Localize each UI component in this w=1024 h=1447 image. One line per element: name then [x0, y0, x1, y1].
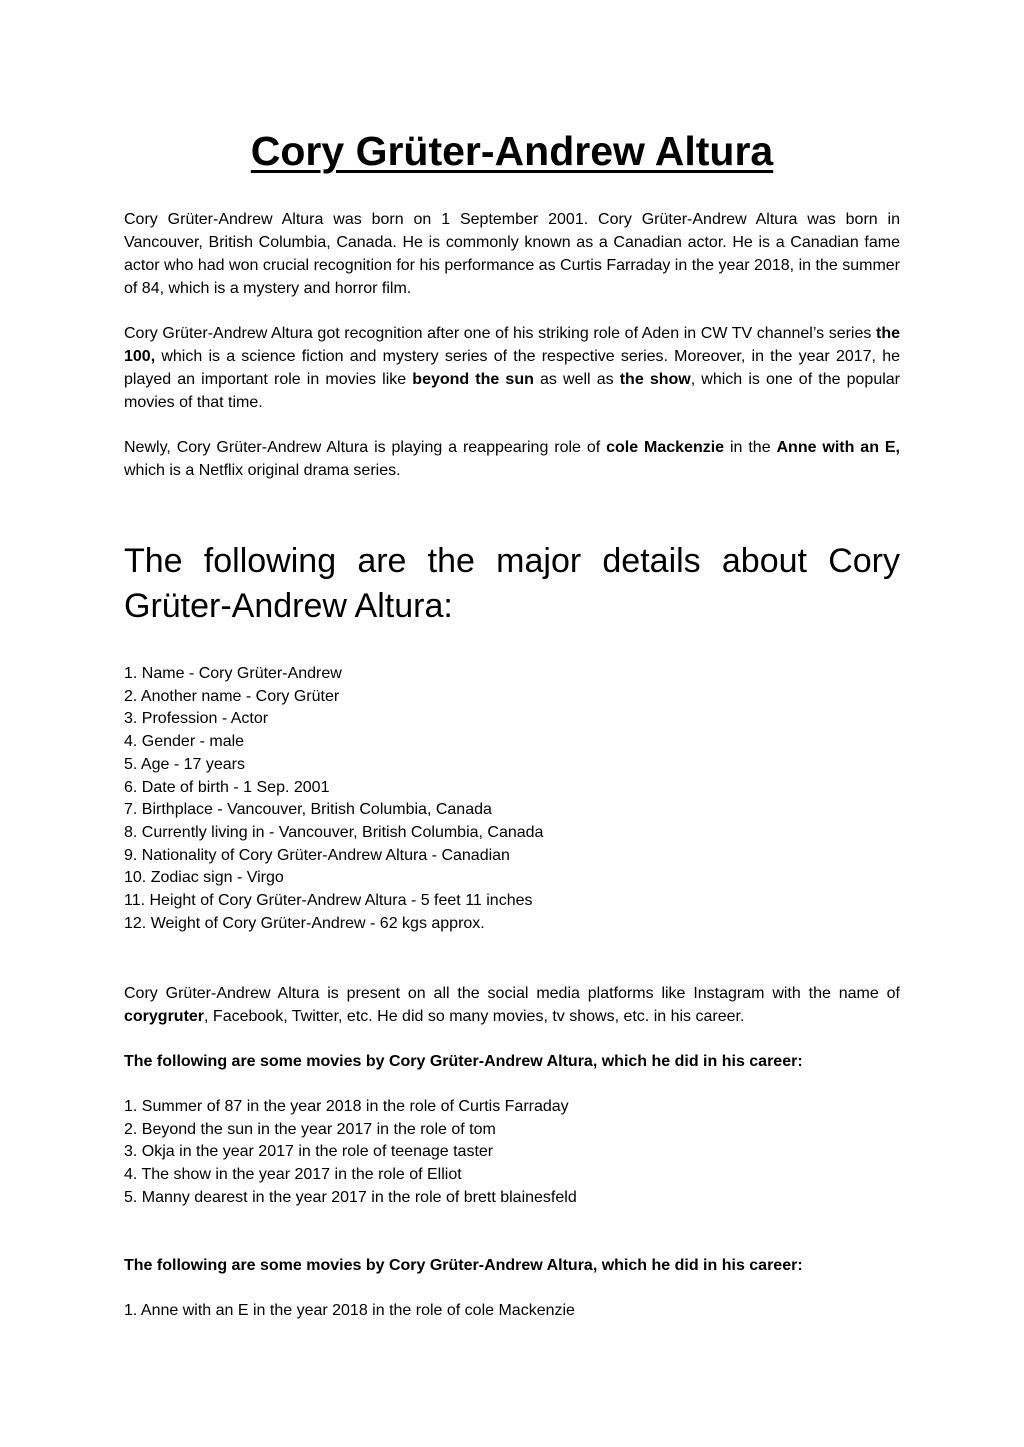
text-span: Cory Grüter-Andrew Altura got recognition after one of his striking role of Aden in CW TV channel’s series: [124, 325, 876, 342]
movies-list: [124, 1096, 900, 1210]
bold-span-beyond-the-sun: beyond the sun: [412, 371, 534, 388]
list-item: 10. Zodiac sign - Virgo: [124, 869, 284, 887]
list-item: 7. Birthplace - Vancouver, British Columbia, Canada: [124, 801, 492, 819]
list-item: 5. Age - 17 years: [124, 755, 245, 773]
page-title: Cory Grüter-Andrew Altura: [250, 128, 774, 174]
text-span: which is a science fiction and mystery series of the respective series. Moreover, in the year 2017, he played an important role in movies like: [124, 348, 900, 388]
list-item: 4. The show in the year 2017 in the role of Elliot: [124, 1166, 462, 1184]
bold-span-corygruter: corygruter: [124, 1008, 205, 1025]
bold-span-the-show: the show: [619, 371, 691, 388]
list-item: 2. Beyond the sun in the year 2017 in the role of tom: [124, 1120, 496, 1138]
details-heading: The following are the major details about Cory Grüter-Andrew Altura:: [124, 542, 900, 625]
movies-heading: The following are some movies by Cory Grüter-Andrew Altura, which he did in his career:: [124, 1053, 803, 1070]
text-span: , Facebook, Twitter, etc. He did so many movies, tv shows, etc. in his career.: [204, 1008, 745, 1025]
social-media-paragraph: [124, 982, 900, 1028]
list-item: 5. Manny dearest in the year 2017 in the role of brett blainesfeld: [124, 1188, 577, 1206]
list-item: 4. Gender - male: [124, 733, 245, 751]
list-item: 9. Nationality of Cory Grüter-Andrew Altura - Canadian: [124, 846, 510, 864]
intro-paragraph-2: [124, 322, 900, 414]
list-item: 3. Okja in the year 2017 in the role of teenage taster: [124, 1143, 494, 1161]
list-item: 12. Weight of Cory Grüter-Andrew - 62 kgs approx.: [124, 914, 485, 932]
shows-heading: The following are some movies by Cory Grüter-Andrew Altura, which he did in his career:: [124, 1257, 803, 1274]
text-span: Newly, Cory Grüter-Andrew Altura is playing a reappearing role of: [124, 439, 607, 456]
bold-span-cole-mackenzie: cole Mackenzie: [606, 439, 725, 456]
text-span: as well as: [533, 371, 620, 388]
text-span: Cory Grüter-Andrew Altura is present on all the social media platforms like Instagram with the name of: [124, 985, 900, 1002]
list-item: 3. Profession - Actor: [124, 710, 269, 728]
shows-list: [124, 1300, 900, 1323]
text-span: , which is one of the popular movies of that time.: [124, 371, 901, 411]
text-span: which is a Netflix original drama series.: [124, 462, 401, 479]
list-item: 2. Another name - Cory Grüter: [124, 687, 340, 705]
list-item: 1. Anne with an E in the year 2018 in the role of cole Mackenzie: [124, 1302, 575, 1319]
bold-span-anne-with-an-e: Anne with an E,: [776, 439, 901, 456]
bold-span-the-100: the 100,: [124, 325, 900, 365]
intro-paragraph-1: Cory Grüter-Andrew Altura was born on 1 September 2001. Cory Grüter-Andrew Altura was born in Vancouver, British Columbia, Canada. He is commonly known as a Canadian actor. He is a Canadian fame actor who had won crucial recognition for his performance as Curtis Farraday in the year 2018, in the summer of 84, which is a mystery and horror film.: [124, 211, 900, 297]
list-item: 6. Date of birth - 1 Sep. 2001: [124, 778, 330, 796]
intro-paragraph-3: [124, 436, 900, 482]
list-item: 11. Height of Cory Grüter-Andrew Altura - 5 feet 11 inches: [124, 892, 533, 910]
list-item: 8. Currently living in - Vancouver, British Columbia, Canada: [124, 823, 544, 841]
list-item: 1. Name - Cory Grüter-Andrew: [124, 665, 342, 682]
list-item: 1. Summer of 87 in the year 2018 in the role of Curtis Farraday: [124, 1098, 569, 1115]
details-list: [124, 663, 900, 935]
text-span: in the: [724, 439, 777, 456]
